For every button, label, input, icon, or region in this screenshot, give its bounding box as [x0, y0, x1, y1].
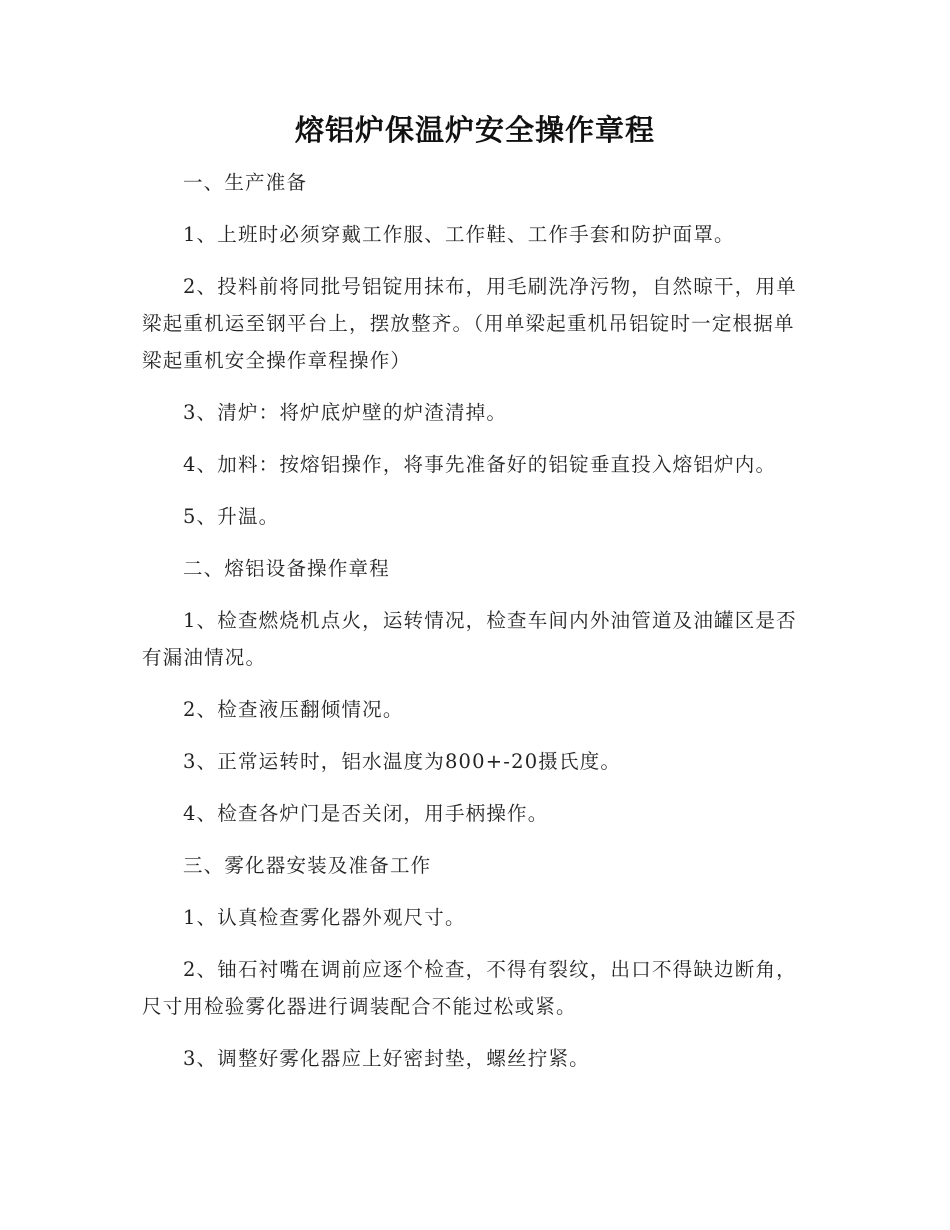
paragraph: 3、调整好雾化器应上好密封垫，螺丝拧紧。: [182, 1047, 590, 1070]
paragraph: 1、检查燃烧机点火，运转情况，检查车间内外油管道及油罐区是否有漏油情况。: [142, 609, 797, 669]
section-heading-atomizer-setup: 三、雾化器安装及准备工作: [182, 854, 432, 877]
paragraph: 3、正常运转时，铝水温度为800+-20摄氏度。: [182, 750, 622, 773]
paragraph: 1、认真检查雾化器外观尺寸。: [182, 906, 466, 929]
document-body: [142, 164, 812, 1092]
section-heading-equipment-operation: 二、熔铝设备操作章程: [182, 557, 390, 580]
document-title: 熔铝炉保温炉安全操作章程: [294, 113, 655, 147]
paragraph: 4、加料：按熔铝操作，将事先准备好的铝锭垂直投入熔铝炉内。: [182, 453, 777, 476]
section-heading-production-prep: 一、生产准备: [182, 171, 308, 194]
paragraph: 1、上班时必须穿戴工作服、工作鞋、工作手套和防护面罩。: [182, 223, 735, 246]
paragraph: 2、投料前将同批号铝锭用抹布，用毛刷洗净污物，自然晾干，用单梁起重机运至钢平台上，摆放整齐。（用单梁起重机吊铝锭时一定根据单梁起重机安全操作章程操作）: [142, 275, 797, 372]
paragraph: 2、检查液压翻倾情况。: [182, 698, 404, 721]
paragraph: 3、清炉：将炉底炉壁的炉渣清掉。: [182, 401, 508, 424]
paragraph: 5、升温。: [182, 505, 280, 528]
paragraph: 2、铀石衬嘴在调前应逐个检查，不得有裂纹，出口不得缺边断角，尺寸用检验雾化器进行调装配合不能过松或紧。: [142, 958, 797, 1018]
paragraph: 4、检查各炉门是否关闭，用手柄操作。: [182, 802, 549, 825]
